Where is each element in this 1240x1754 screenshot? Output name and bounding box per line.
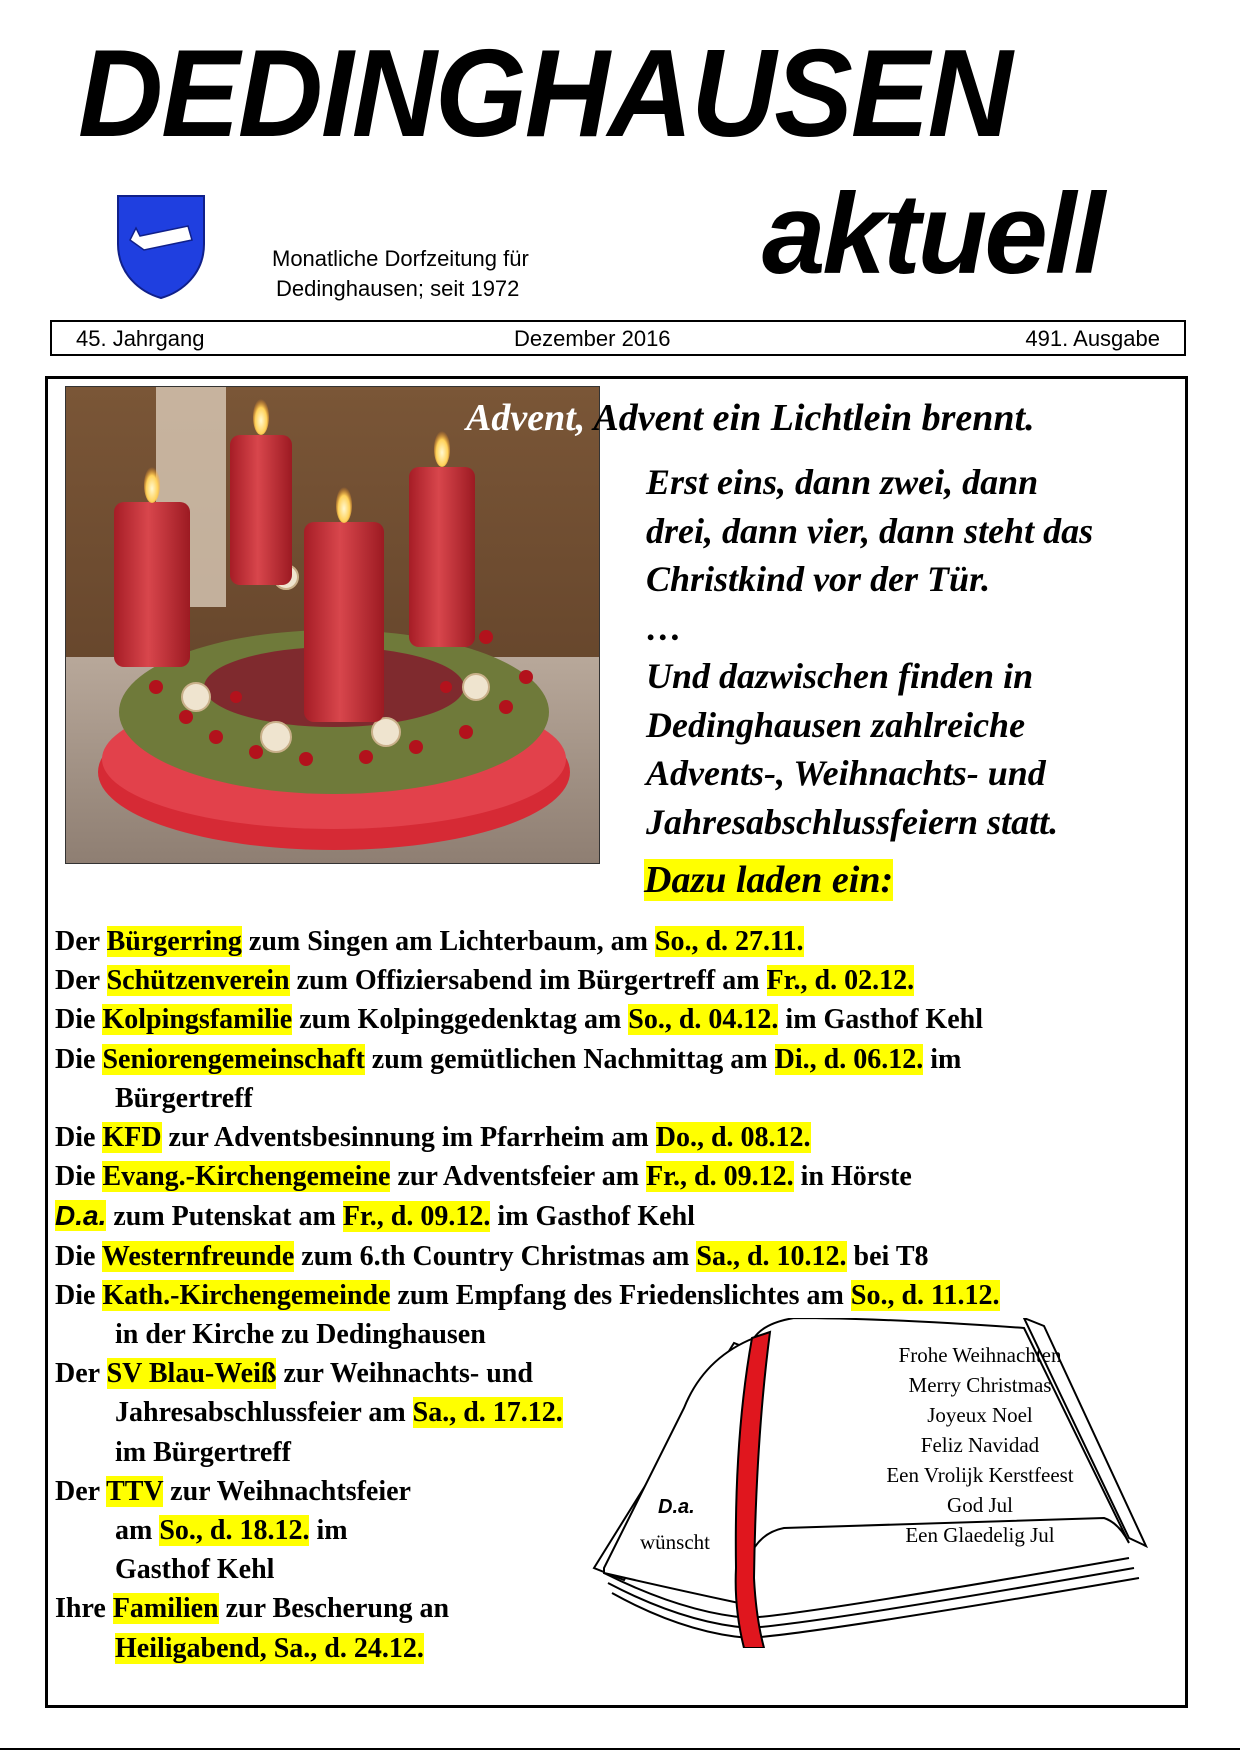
coat-of-arms-icon xyxy=(116,194,206,300)
event-date: Sa., d. 17.12. xyxy=(412,1397,563,1429)
event-organizer: Kolpingsfamilie xyxy=(102,1004,293,1036)
event-item-continuation: im Bürgertreff xyxy=(115,1436,291,1468)
event-item: Ihre Familien zur Bescherung an xyxy=(55,1593,450,1625)
event-item: Die Evang.-Kirchengemeine zur Adventsfeier am Fr., d. 09.12. in Hörste xyxy=(55,1161,912,1193)
newspaper-title: DEDINGHAUSEN xyxy=(78,25,1011,163)
issue-date: Dezember 2016 xyxy=(514,326,671,351)
event-date: Fr., d. 09.12. xyxy=(342,1201,491,1233)
poem-first-line xyxy=(466,396,1035,440)
tagline-line-1: Monatliche Dorfzeitung für xyxy=(272,246,529,271)
event-item: Der Bürgerring zum Singen am Lichterbaum, am So., d. 27.11. xyxy=(55,926,804,957)
poem-line: Dedinghausen zahlreiche xyxy=(646,704,1026,745)
event-organizer: Familien xyxy=(112,1593,219,1625)
event-item: Die Kath.-Kirchengemeinde zum Empfang des Friedenslichtes am So., d. 11.12. xyxy=(55,1279,1000,1311)
event-date: Do., d. 08.12. xyxy=(655,1122,811,1154)
event-date: Heiligabend, Sa., d. 24.12. xyxy=(115,1632,424,1664)
greeting-line: Een Glaedelig Jul xyxy=(905,1523,1055,1547)
event-item-continuation: in der Kirche zu Dedinghausen xyxy=(115,1319,486,1351)
event-organizer: TTV xyxy=(106,1475,164,1507)
tagline xyxy=(272,244,602,304)
poem-line: Jahresabschlussfeiern statt. xyxy=(646,801,1059,842)
greeting-line: God Jul xyxy=(947,1493,1013,1517)
event-organizer: Schützenverein xyxy=(106,965,290,997)
event-organizer: Seniorengemeinschaft xyxy=(102,1043,365,1075)
event-item: Die Kolpingsfamilie zum Kolpinggedenktag am So., d. 04.12. im Gasthof Kehl xyxy=(55,1004,983,1036)
event-date: So., d. 04.12. xyxy=(628,1004,779,1036)
event-organizer: Evang.-Kirchengemeine xyxy=(102,1161,391,1193)
event-date: So., d. 11.12. xyxy=(850,1279,1000,1311)
book-wish-text: wünscht xyxy=(640,1530,710,1554)
event-item-continuation: am So., d. 18.12. im xyxy=(115,1515,348,1547)
event-item: Die Westernfreunde zum 6.th Country Christmas am Sa., d. 10.12. bei T8 xyxy=(55,1240,929,1272)
event-item-continuation: Jahresabschlussfeier am Sa., d. 17.12. xyxy=(115,1397,563,1429)
christmas-greetings xyxy=(860,1340,1100,1550)
poem-line: Advents-, Weihnachts- und xyxy=(646,753,1046,793)
issue-number: 491. Ausgabe xyxy=(1025,326,1160,351)
event-item: Der SV Blau-Weiß zur Weihnachts- und xyxy=(55,1358,533,1390)
poem-line: drei, dann vier, dann steht das xyxy=(646,510,1094,551)
event-item-continuation: Gasthof Kehl xyxy=(115,1554,275,1586)
event-item: Die Seniorengemeinschaft zum gemütlichen Nachmittag am Di., d. 06.12. im xyxy=(55,1043,962,1075)
book-sender: D.a. xyxy=(658,1496,695,1518)
greeting-line: Joyeux Noel xyxy=(927,1403,1033,1427)
event-organizer: Westernfreunde xyxy=(101,1240,295,1272)
newspaper-subtitle: aktuell xyxy=(762,171,1103,298)
event-item: Der Schützenverein zum Offiziersabend im Bürgertreff am Fr., d. 02.12. xyxy=(55,965,915,997)
tagline-line-2: Dedinghausen; seit 1972 xyxy=(276,276,520,301)
invite-heading: Dazu laden ein: xyxy=(644,859,894,901)
event-item-continuation: Bürgertreff xyxy=(115,1082,253,1114)
event-date: So., d. 18.12. xyxy=(159,1515,310,1547)
poem-line: Christkind vor der Tür. xyxy=(646,559,991,599)
event-date: Sa., d. 10.12. xyxy=(696,1240,847,1272)
event-date: Fr., d. 02.12. xyxy=(766,965,915,997)
poem-line: … xyxy=(646,607,682,648)
event-organizer: SV Blau-Weiß xyxy=(106,1358,277,1390)
event-date: So., d. 27.11. xyxy=(654,926,804,957)
poem-first-word: Advent, xyxy=(466,397,586,439)
event-date: Di., d. 06.12. xyxy=(774,1043,924,1075)
event-item: Der TTV zur Weihnachtsfeier xyxy=(55,1475,411,1507)
event-date: Fr., d. 09.12. xyxy=(646,1161,794,1193)
event-item: Die KFD zur Adventsbesinnung im Pfarrheim am Do., d. 08.12. xyxy=(55,1122,811,1154)
bottom-divider xyxy=(0,1748,1240,1750)
poem-line: Erst eins, dann zwei, dann xyxy=(646,462,1039,502)
event-organizer: D.a. xyxy=(55,1200,107,1232)
greeting-line: Merry Christmas xyxy=(908,1373,1052,1397)
greeting-line: Een Vrolijk Kerstfeest xyxy=(886,1463,1074,1487)
advent-wreath-image xyxy=(65,386,600,864)
issue-info-bar xyxy=(50,320,1186,356)
poem-line: Und dazwischen finden in xyxy=(646,656,1034,696)
volume-label: 45. Jahrgang xyxy=(76,326,205,351)
event-organizer: Bürgerring xyxy=(106,926,242,957)
event-organizer: Kath.-Kirchengemeinde xyxy=(102,1279,391,1311)
greeting-line: Frohe Weihnachten xyxy=(898,1343,1062,1367)
greeting-line: Feliz Navidad xyxy=(920,1433,1040,1457)
poem-first-line-rest: Advent ein Lichtlein brennt. xyxy=(585,397,1035,439)
event-item: D.a. zum Putenskat am Fr., d. 09.12. im Gasthof Kehl xyxy=(55,1200,695,1233)
poem-body xyxy=(646,458,1093,846)
event-organizer: KFD xyxy=(102,1122,162,1154)
